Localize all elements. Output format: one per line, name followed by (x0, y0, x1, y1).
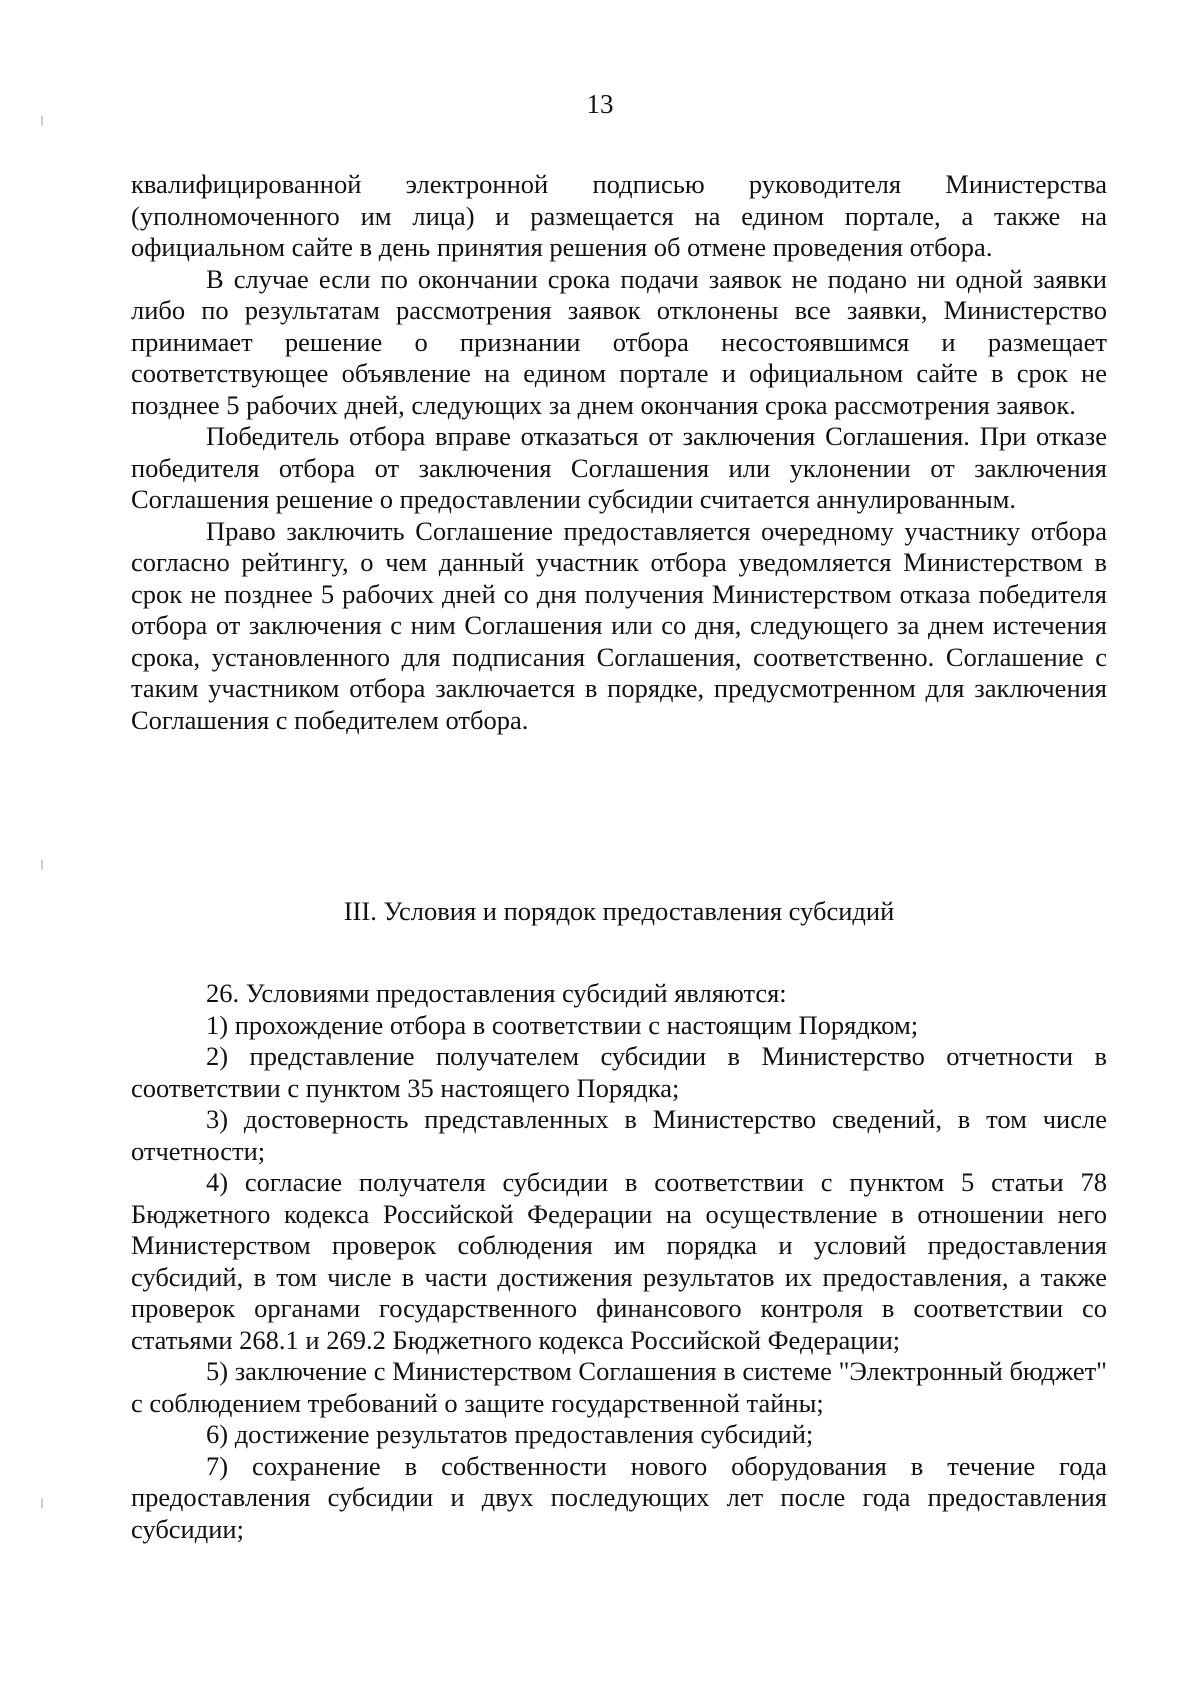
scan-margin-mark (41, 1498, 43, 1508)
list-item: 1) прохождение отбора в соответствии с настоящим Порядком; (206, 1009, 919, 1040)
paragraph: Право заключить Соглашение предоставляется очередному участнику отбора согласно рейтингу, о чем данный участник отбора уведомляется Министерством в срок не позднее 5 рабочих дней со дня получения Министерством отказа победителя отбора от заключения с ним Соглашения или со дня, следующего за днем истечения срока, установленного для подписания Соглашения, соответственно. Соглашение с таким участником отбора заключается в порядке, предусмотренном для заключения Соглашения с победителем отбора. (131, 515, 1107, 735)
text-block-conditions (131, 978, 1107, 1545)
page-number: 13 (586, 89, 614, 119)
list-item: 7) сохранение в собственности нового оборудования в течение года предоставления субсидии и двух последующих лет после года предоставления субсидии; (131, 1450, 1107, 1544)
paragraph: квалифицированной электронной подписью руководителя Министерства (уполномоченного им лица) и размещается на едином портале, а также на официальном сайте в день принятия решения об отмене проведения отбора. (131, 169, 1107, 262)
paragraph: 26. Условиями предоставления субсидий являются: (206, 978, 787, 1008)
section-heading: III. Условия и порядок предоставления субсидий (343, 896, 895, 926)
paragraph: Победитель отбора вправе отказаться от заключения Соглашения. При отказе победителя отбора от заключения Соглашения или уклонении от заключения Соглашения решение о предоставлении субсидии считается аннулированным. (131, 421, 1107, 514)
list-item: 2) представление получателем субсидии в Министерство отчетности в соответствии с пунктом 35 настоящего Порядка; (131, 1041, 1107, 1103)
scan-margin-mark (41, 860, 43, 870)
paragraph: В случае если по окончании срока подачи заявок не подано ни одной заявки либо по результатам рассмотрения заявок отклонены все заявки, Министерство принимает решение о признании отбора несостоявшимся и размещает соответствующее объявление на едином портале и официальном сайте в срок не позднее 5 рабочих дней, следующих за днем окончания срока рассмотрения заявок. (131, 263, 1107, 420)
list-item: 4) согласие получателя субсидии в соответствии с пунктом 5 статьи 78 Бюджетного кодекса Российской Федерации на осуществление в отношении него Министерством проверок соблюдения им порядка и условий предоставления субсидий, в том числе в части достижения результатов их предоставления, а также проверок органами государственного финансового контроля в соответствии со статьями 268.1 и 269.2 Бюджетного кодекса Российской Федерации; (131, 1167, 1107, 1355)
list-item: 5) заключение с Министерством Соглашения в системе "Электронный бюджет" с соблюдением требований о защите государственной тайны; (131, 1356, 1107, 1418)
text-block-top (131, 169, 1107, 736)
list-item: 3) достоверность представленных в Министерство сведений, в том числе отчетности; (131, 1104, 1107, 1166)
list-item: 6) достижение результатов предоставления субсидий; (206, 1419, 814, 1449)
